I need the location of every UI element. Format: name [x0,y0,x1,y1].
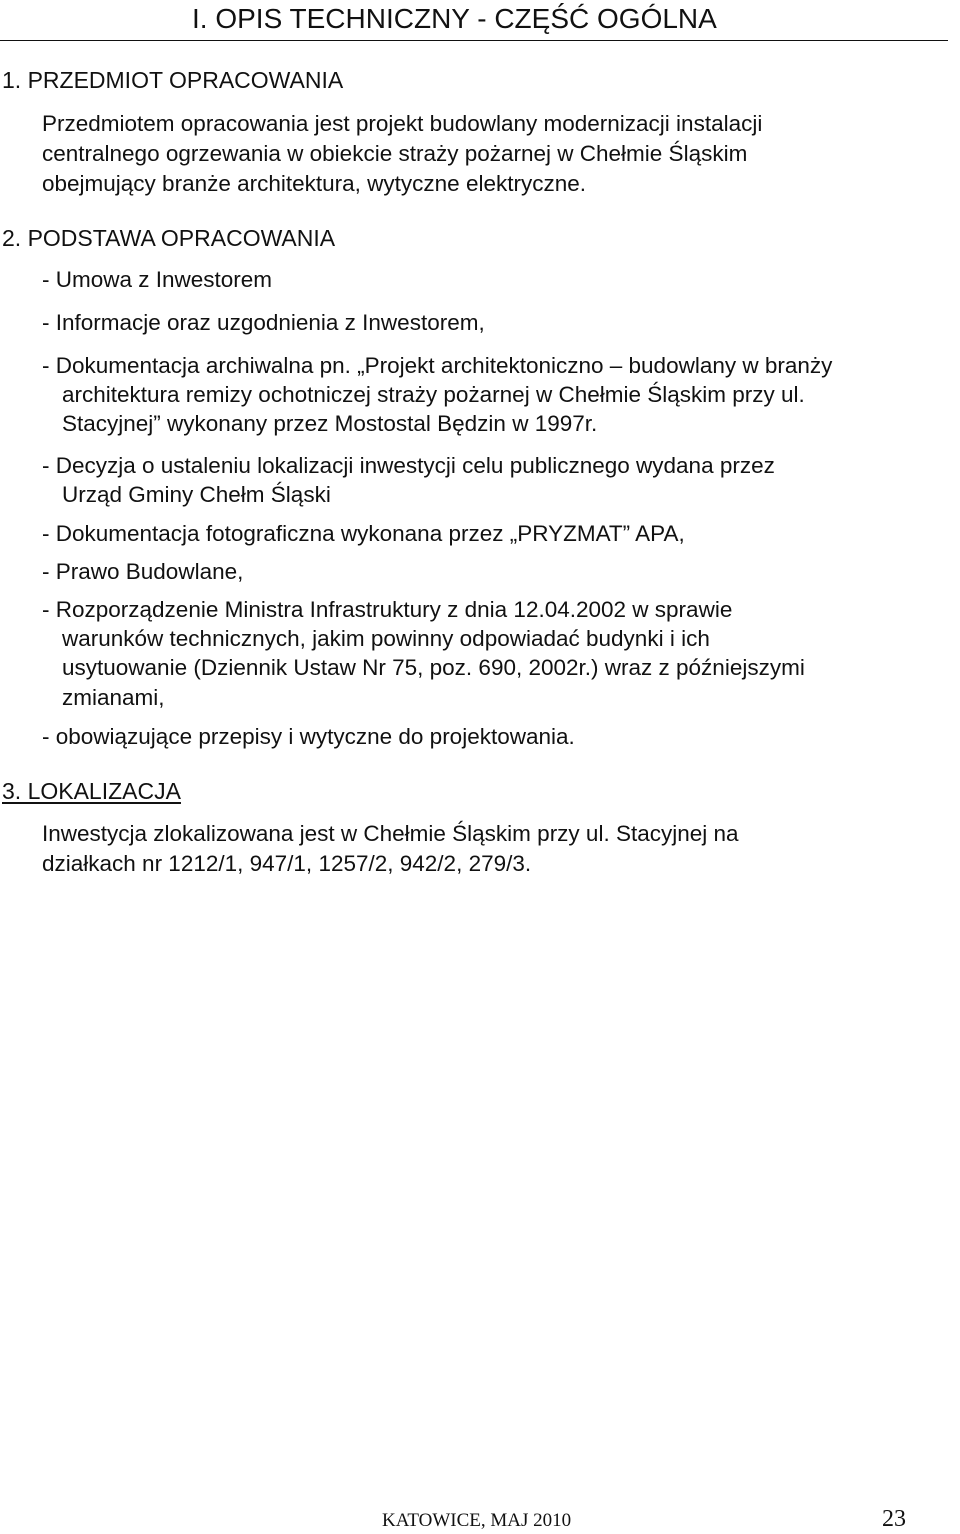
section-1-paragraph-line: centralnego ogrzewania w obiekcie straży pożarnej w Chełmie Śląskim [42,141,748,166]
page-number: 23 [882,1506,906,1532]
basis-list-item: - Dokumentacja archiwalna pn. „Projekt architektoniczno – budowlany w branży [42,353,833,378]
basis-list-item: - Rozporządzenie Ministra Infrastruktury z dnia 12.04.2002 w sprawie [42,597,733,622]
section-3-paragraph-line: Inwestycja zlokalizowana jest w Chełmie Śląskim przy ul. Stacyjnej na [42,821,739,846]
section-1-paragraph-line: obejmujący branże architektura, wytyczne elektryczne. [42,171,586,196]
section-heading-lokalizacja: 3. LOKALIZACJA [2,778,181,804]
header-divider [0,40,948,41]
footer-place-date: KATOWICE, MAJ 2010 [382,1510,572,1531]
basis-list-item-continuation: Stacyjnej” wykonany przez Mostostal Będzin w 1997r. [62,411,598,436]
basis-list-item: - obowiązujące przepisy i wytyczne do projektowania. [42,724,575,749]
basis-list-item-continuation: usytuowanie (Dziennik Ustaw Nr 75, poz. 690, 2002r.) wraz z późniejszymi [62,655,805,680]
basis-list-item: - Informacje oraz uzgodnienia z Inwestorem, [42,310,485,335]
basis-list-item-continuation: zmianami, [62,685,165,710]
basis-list-item: - Decyzja o ustaleniu lokalizacji inwestycji celu publicznego wydana przez [42,453,775,478]
section-heading-podstawa: 2. PODSTAWA OPRACOWANIA [2,225,336,251]
section-3-paragraph-line: działkach nr 1212/1, 947/1, 1257/2, 942/2, 279/3. [42,851,532,876]
basis-list-item-continuation: warunków technicznych, jakim powinny odpowiadać budynki i ich [62,626,710,651]
document-title: I. OPIS TECHNICZNY - CZĘŚĆ OGÓLNA [192,3,717,34]
basis-list-item-continuation: Urząd Gminy Chełm Śląski [62,482,331,507]
basis-list-item: - Umowa z Inwestorem [42,267,273,292]
basis-list-item-continuation: architektura remizy ochotniczej straży pożarnej w Chełmie Śląskim przy ul. [62,382,805,407]
basis-list-item: - Prawo Budowlane, [42,559,244,584]
section-1-paragraph-line: Przedmiotem opracowania jest projekt budowlany modernizacji instalacji [42,111,763,136]
basis-list-item: - Dokumentacja fotograficzna wykonana przez „PRYZMAT” APA, [42,521,685,546]
section-heading-przedmiot: 1. PRZEDMIOT OPRACOWANIA [2,67,344,93]
